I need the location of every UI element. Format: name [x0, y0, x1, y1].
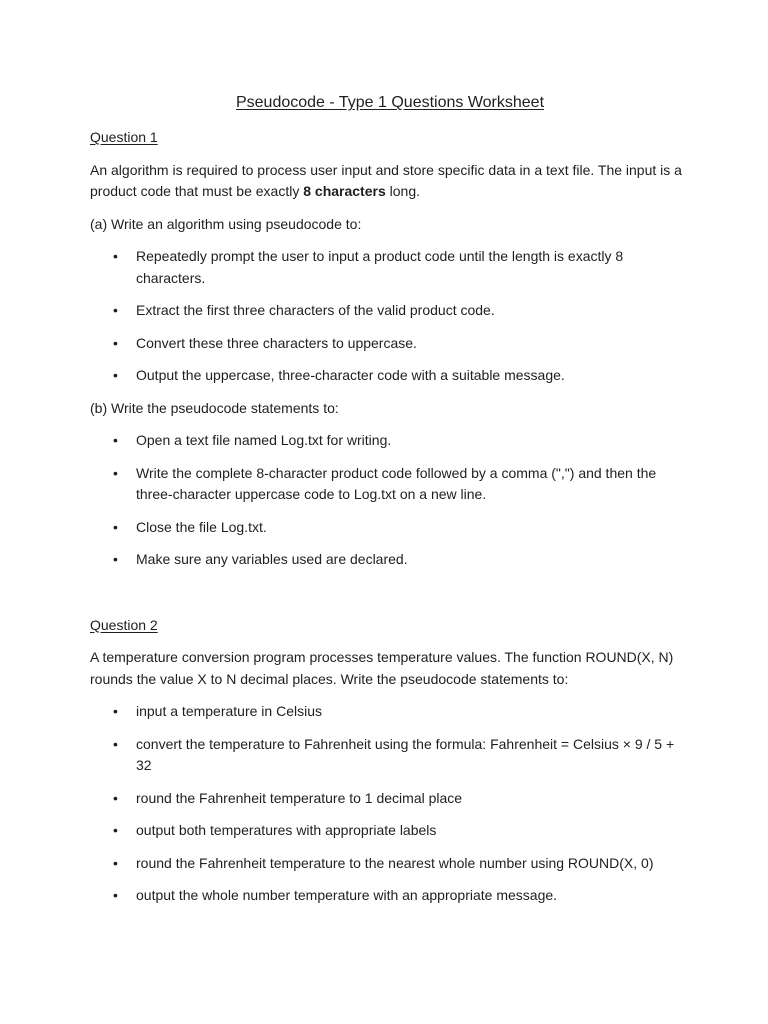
bullet-icon: •: [113, 518, 118, 535]
list-item: [90, 885, 690, 907]
question-2-heading: Question 2: [90, 616, 158, 633]
bullet-icon: •: [113, 854, 118, 871]
worksheet-page: [90, 92, 690, 918]
list-item: [90, 365, 690, 387]
bullet-icon: •: [113, 302, 118, 318]
list-item: [90, 300, 690, 322]
list-item: [90, 333, 690, 355]
question-1-intro: [90, 160, 690, 203]
list-item: [90, 430, 690, 452]
page-title: Pseudocode - Type 1 Questions Worksheet: [235, 94, 545, 111]
list-item: [90, 734, 690, 777]
list-item-text: round the Fahrenheit temperature to 1 decimal place: [136, 789, 463, 806]
list-item-text: Output the uppercase, three-character code with a suitable message.: [136, 367, 565, 383]
question-2: [90, 615, 690, 907]
list-item-text: convert the temperature to Fahrenheit using the formula: Fahrenheit = Celsius × 9 / 5 + 32: [136, 735, 675, 773]
list-item-text: output both temperatures with appropriate labels: [136, 822, 437, 838]
bullet-icon: •: [113, 822, 118, 838]
list-item-text: Extract the first three characters of the valid product code.: [136, 302, 495, 318]
question-1-intro-text: An algorithm is required to process user input and store specific data in a text file. The input is a product code that must be exactly: [90, 161, 682, 199]
bullet-icon: •: [113, 464, 118, 481]
bullet-icon: •: [113, 367, 118, 383]
question-1-heading: Question 1: [90, 129, 158, 145]
list-item-text: Open a text file named Log.txt for writing.: [136, 432, 392, 448]
part-a-list: [90, 246, 690, 387]
list-item-text: input a temperature in Celsius: [136, 703, 322, 719]
list-item: [90, 853, 690, 875]
list-item: [90, 246, 690, 289]
question-2-list: [90, 701, 690, 907]
question-1-intro-end: long.: [385, 183, 420, 199]
bullet-icon: •: [113, 789, 118, 806]
list-item-text: output the whole number temperature with an appropriate message.: [136, 887, 558, 903]
question-2-intro: A temperature conversion program processes temperature values. The function ROUND(X, N) rounds the value X to N decimal places. Write the pseudocode statements to:: [90, 649, 674, 687]
bullet-icon: •: [113, 334, 118, 351]
part-b-list: [90, 430, 690, 571]
bullet-icon: •: [113, 703, 118, 719]
question-1: [90, 127, 690, 571]
bullet-icon: •: [113, 432, 118, 448]
bullet-icon: •: [113, 735, 118, 752]
list-item-text: Make sure any variables used are declared.: [136, 551, 408, 567]
bullet-icon: •: [113, 248, 118, 264]
bullet-icon: •: [113, 887, 118, 903]
question-1-intro-bold: 8 characters: [303, 183, 386, 199]
list-item-text: Write the complete 8-character product code followed by a comma (",") and then the three-character uppercase code to Log.txt on a new line.: [136, 464, 657, 502]
list-item-text: Close the file Log.txt.: [136, 518, 267, 535]
section-spacer: [90, 582, 690, 615]
list-item: [90, 549, 690, 571]
list-item: [90, 788, 690, 810]
list-item: [90, 701, 690, 723]
list-item: [90, 820, 690, 842]
list-item-text: Convert these three characters to uppercase.: [136, 334, 417, 351]
list-item-text: round the Fahrenheit temperature to the nearest whole number using ROUND(X, 0): [136, 854, 654, 871]
list-item-text: Repeatedly prompt the user to input a product code until the length is exactly 8 characters.: [136, 248, 624, 286]
list-item: [90, 517, 690, 539]
part-a-heading: (a) Write an algorithm using pseudocode to:: [90, 215, 362, 232]
list-item: [90, 463, 690, 506]
part-b-heading: (b) Write the pseudocode statements to:: [90, 399, 339, 416]
bullet-icon: •: [113, 551, 118, 567]
